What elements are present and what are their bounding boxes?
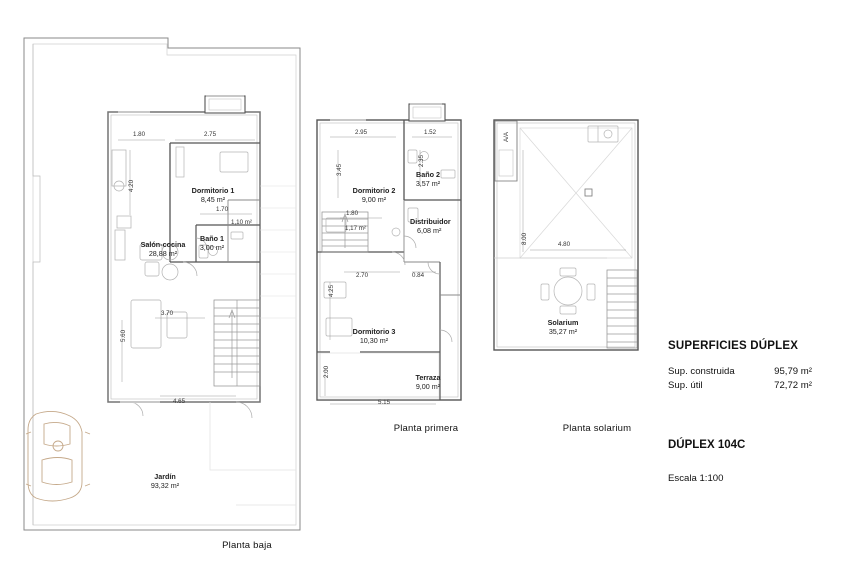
room-label: Dormitorio 3	[352, 327, 396, 336]
room-area-small: 1,17 m²	[345, 225, 366, 232]
ground-floor-block	[108, 96, 296, 505]
summary-label: Sup. construida	[668, 366, 735, 377]
car-symbol	[26, 411, 90, 501]
summary-row	[668, 380, 812, 391]
summary-label: Sup. útil	[668, 380, 703, 391]
room-area: 6,08 m²	[417, 226, 442, 235]
dimension-value: 3.45	[336, 163, 343, 176]
dimension-value: 4.80	[558, 241, 571, 248]
room-area: 3,00 m²	[199, 243, 225, 252]
dimension-value: 2.00	[323, 365, 330, 378]
room-label: Distribuidor	[410, 217, 451, 226]
room-label: Dormitorio 2	[352, 186, 396, 195]
ac-unit-label: A/A	[503, 132, 510, 142]
dimension-value: 0.84	[412, 272, 425, 279]
solarium-block	[494, 120, 638, 350]
plan-title-solarium: Planta solarium	[562, 423, 632, 434]
dimension-value: 3.70	[161, 310, 174, 317]
dimension-value: 4.20	[128, 179, 135, 192]
dimension-value: 2.75	[204, 131, 217, 138]
room-area: 10,30 m²	[359, 336, 389, 345]
summary-panel	[668, 340, 843, 484]
room-area-small: 1,10 m²	[231, 219, 252, 226]
room-area: 35,27 m²	[548, 327, 578, 336]
plan-title-first: Planta primera	[393, 423, 459, 434]
dimension-value: 2.95	[355, 129, 368, 136]
summary-title: SUPERFICIES DÚPLEX	[668, 340, 799, 352]
dimension-value: 4.65	[173, 398, 186, 405]
scale-label: Escala 1:100	[668, 473, 724, 484]
dimension-value: 2.35	[418, 154, 425, 167]
dimension-value: 5.15	[378, 399, 391, 406]
model-name: DÚPLEX 104C	[668, 439, 746, 451]
room-area: 93,32 m²	[150, 481, 180, 490]
dimension-value: 5.60	[120, 329, 127, 342]
room-label: Jardín	[154, 472, 176, 481]
room-label: Solarium	[547, 318, 579, 327]
dimension-value: 8.00	[521, 232, 528, 245]
room-area: 9,00 m²	[415, 382, 441, 391]
room-area: 3,57 m²	[415, 179, 441, 188]
summary-row	[668, 366, 812, 377]
dimension-value: 2.70	[356, 272, 369, 279]
room-label: Baño 1	[200, 234, 224, 243]
room-label: Dormitorio 1	[191, 186, 235, 195]
plan-title-ground: Planta baja	[222, 540, 272, 551]
dimension-value: 1.80	[346, 210, 359, 217]
summary-value: 95,79 m²	[774, 366, 812, 377]
room-area: 9,00 m²	[361, 195, 387, 204]
dimension-value: 4.25	[328, 284, 335, 297]
room-label: Baño 2	[416, 170, 440, 179]
first-floor-block	[317, 104, 461, 400]
dimension-value: 1.52	[424, 129, 437, 136]
summary-value: 72,72 m²	[774, 380, 812, 391]
room-area: 28,88 m²	[148, 249, 178, 258]
dimension-value: 1.80	[133, 131, 146, 138]
room-area: 8,45 m²	[200, 195, 226, 204]
room-label: Salón-cocina	[140, 240, 186, 249]
room-label: Terraza	[415, 373, 441, 382]
dimension-value: 1.70	[216, 206, 229, 213]
